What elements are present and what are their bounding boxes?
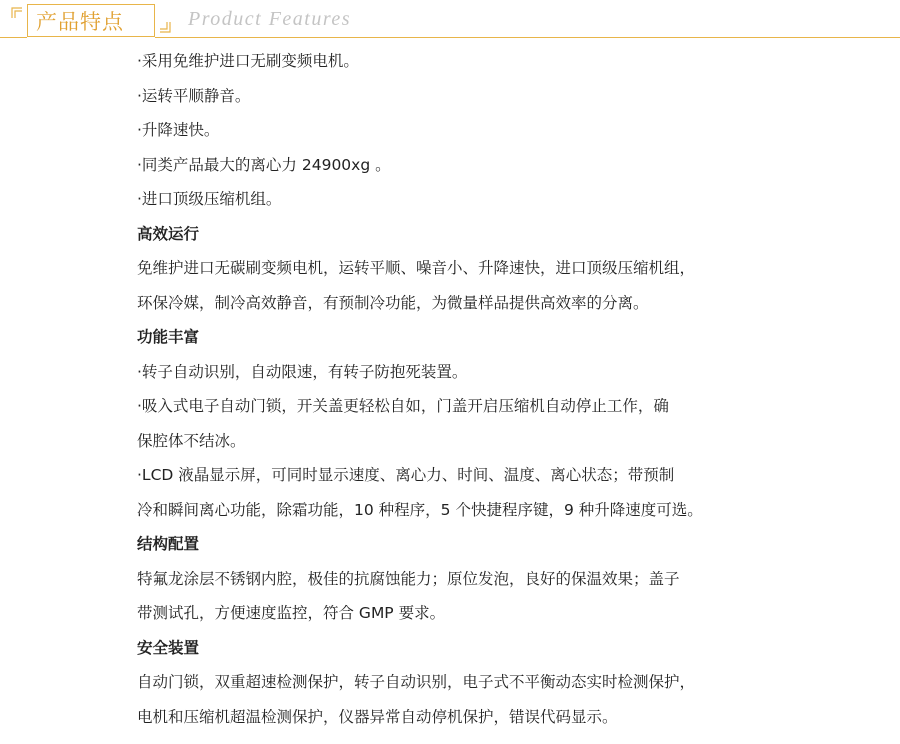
paragraph-line: 免维护进口无碳刷变频电机，运转平顺、噪音小、升降速快，进口顶级压缩机组，	[137, 259, 696, 277]
paragraph-line: 自动门锁，双重超速检测保护，转子自动识别，电子式不平衡动态实时检测保护，	[137, 673, 696, 691]
header-rule-left	[0, 37, 27, 38]
bullet-item: ·升降速快。	[137, 121, 220, 139]
paragraph-line: 电机和压缩机超温检测保护，仪器异常自动停机保护，错误代码显示。	[137, 707, 618, 726]
corner-ornament-icon	[158, 20, 172, 34]
paragraph-line: 环保冷媒，制冷高效静音，有预制冷功能，为微量样品提供高效率的分离。	[137, 293, 649, 312]
bullet-item: ·采用免维护进口无刷变频电机。	[137, 52, 359, 70]
section-heading: 安全装置	[137, 638, 200, 657]
corner-ornament-icon	[10, 6, 24, 20]
section-heading: 功能丰富	[137, 328, 200, 346]
paragraph-line: 冷和瞬间离心功能，除霜功能，10 种程序，5 个快捷程序键，9 种升降速度可选。	[137, 500, 703, 519]
section-heading: 高效运行	[137, 224, 200, 243]
bullet-item: ·LCD 液晶显示屏，可同时显示速度、离心力、时间、温度、离心状态；带预制	[137, 466, 675, 484]
bullet-item: ·吸入式电子自动门锁，开关盖更轻松自如，门盖开启压缩机自动停止工作，确	[137, 397, 669, 415]
bullet-item: ·进口顶级压缩机组。	[137, 190, 282, 208]
paragraph-line: 保腔体不结冰。	[137, 431, 246, 450]
section-header	[0, 0, 900, 44]
feature-list	[137, 44, 877, 734]
section-heading: 结构配置	[137, 535, 200, 553]
section-title-english: Product Features	[188, 8, 352, 30]
paragraph-line: 带测试孔，方便速度监控，符合 GMP 要求。	[137, 604, 446, 622]
paragraph-line: 特氟龙涂层不锈钢内腔，极佳的抗腐蚀能力；原位发泡，良好的保温效果；盖子	[137, 569, 680, 588]
bullet-item: ·运转平顺静音。	[137, 86, 251, 105]
header-rule-right	[155, 37, 900, 38]
bullet-item: ·同类产品最大的离心力 24900xg 。	[137, 155, 391, 174]
section-title: 产品特点	[36, 10, 124, 34]
bullet-item: ·转子自动识别，自动限速，有转子防抱死装置。	[137, 362, 468, 381]
